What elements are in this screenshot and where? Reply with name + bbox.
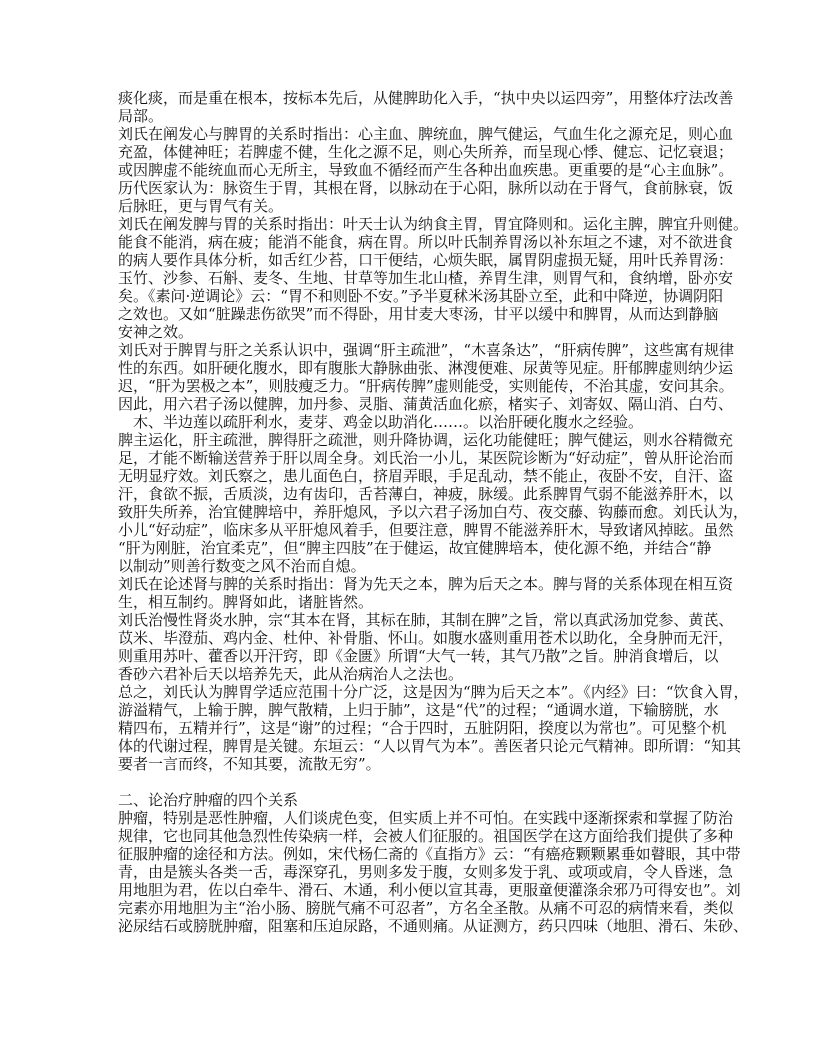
text-line: 肿瘤，特别是恶性肿瘤，人们谈虎色变，但实质上并不可怕。在实践中逐渐探索和掌握了防治 <box>118 809 734 827</box>
text-line: 安神之效。 <box>118 323 194 341</box>
text-line: 汗，食欲不振，舌质淡，边有齿印，舌苔薄白，神疲，脉缓。此系脾胃气弱不能滋养肝木，以 <box>118 485 734 503</box>
text-line: 能食不能消，病在疲；能消不能食，病在胃。所以叶氏制养胃汤以补东垣之不逮，对不欲进食 <box>118 233 734 251</box>
text-line: “肝为刚脏，治宜柔克”，但“脾主四肢”在于健运，故宜健脾培本，使化源不绝，并结合“静 <box>118 539 712 557</box>
text-line: 或因脾虚不能统血而心无所主，导致血不循经而产生各种出血疾患。更重要的是“心主血脉”。 <box>118 161 734 179</box>
text-line: 刘氏在阐发脾与胃的关系时指出：叶天士认为纳食主胃，胃宜降则和。运化主脾，脾宜升则健。 <box>118 215 749 233</box>
text-line: 香砂六君补后天以培养先天，此从治病治人之法也。 <box>118 665 464 683</box>
text-line-indented: 木、半边莲以疏肝利水，麦芽、鸡金以助消化……。以治肝硬化腹水之经验。 <box>133 413 644 431</box>
text-line: 刘氏在阐发心与脾胃的关系时指出：心主血、脾统血，脾气健运，气血生化之源充足，则心血 <box>118 125 734 143</box>
text-line: 游溢精气，上输于脾，脾气散精，上归于肺”，这是“代”的过程；“通调水道，下输膀胱，水 <box>118 701 719 719</box>
text-line: 迟，“肝为罢极之本”，则肢瘦乏力。“肝病传脾”虚则能受，实则能传，不治其虚，安问其余。 <box>118 377 734 395</box>
text-line: 因此，用六君子汤以健脾，加丹参、灵脂、蒲黄活血化瘀，楮实子、刘寄奴、隔山消、白芍、 <box>118 395 734 413</box>
text-line: 小儿“好动症”，临床多从平肝熄风着手，但要注意，脾胃不能滋养肝木，导致诸风掉眩。虽然 <box>118 521 734 539</box>
text-line: 之效也。又如“脏躁悲伤欲哭”而不得卧，用甘麦大枣汤，甘平以缓中和脾胃，从而达到静脑 <box>118 305 719 323</box>
text-line: 刘氏对于脾胃与肝之关系认识中，强调“肝主疏泄”，“木喜条达”，“肝病传脾”，这些寓有规律 <box>118 341 735 359</box>
text-line: 泌尿结石或膀胱肿瘤，阻塞和压迫尿路，不通则痛。从证测方，药只四味（地胆、滑石、朱砂、 <box>118 917 749 935</box>
text-line: 无明显疗效。刘氏察之，患儿面色白，挤眉弄眼，手足乱动，禁不能止，夜卧不安，自汗、盗 <box>118 467 734 485</box>
text-line: 生，相互制约。脾肾如此，诸脏皆然。 <box>118 593 374 611</box>
text-line: 玉竹、沙参、石斛、麦冬、生地、甘草等加生北山楂，养胃生津，则胃气和，食纳增，卧亦安 <box>118 269 734 287</box>
text-line: 刘氏在论述肾与脾的关系时指出：肾为先天之本，脾为后天之本。脾与肾的关系体现在相互资 <box>118 575 734 593</box>
text-line: 痰化痰，而是重在根本，按标本先后，从健脾助化入手，“执中央以运四旁”，用整体疗法改善 <box>118 89 734 107</box>
text-line: 历代医家认为：脉资生于胃，其根在肾，以脉动在于心阳，脉所以动在于肾气，食前脉衰，饭 <box>118 179 734 197</box>
text-line: 青，由是簇头各类一舌，毒深穿孔，男则多发于腹，女则多发于乳、或项或肩，令人昏迷，急 <box>118 863 734 881</box>
text-line: 矣。《素问·逆调论》云：“胃不和则卧不安。”予半夏秫米汤其卧立至，此和中降逆，协调阴阳 <box>118 287 724 305</box>
text-line: 体的代谢过程，脾胃是关键。东垣云：“人以胃气为本”。善医者只论元气精神。即所谓：“知其 <box>118 737 742 755</box>
text-line: 总之，刘氏认为脾胃学适应范围十分广泛，这是因为“脾为后天之本”。《内经》曰：“饮食入胃， <box>118 683 749 701</box>
text-line: 完素亦用地胆为主“治小肠、膀胱气痛不可忍者”，方名全圣散。从痛不可忍的病情来看，类似 <box>118 899 734 917</box>
text-line: 致肝失所养，治宜健脾培中，养肝熄风，予以六君子汤加白芍、夜交藤、钩藤而愈。刘氏认为， <box>118 503 749 521</box>
text-line: 充盈，体健神旺；若脾虚不健，生化之源不足，则心失所养，而呈现心悸、健忘、记忆衰退； <box>118 143 734 161</box>
text-line: 性的东西。如肝硬化腹水，即有腹胀大静脉曲张、淋溲便难、尿黄等见症。肝郁脾虚则纳少运 <box>118 359 734 377</box>
text-line: 的病人要作具体分析，如舌红少苔，口干便结，心烦失眠，属胃阴虚损无疑，用叶氏养胃汤： <box>118 251 734 269</box>
text-line: 征服肿瘤的途径和方法。例如，宋代杨仁斋的《直指方》云：“有癌疮颗颗累垂如瞽眼，其中带 <box>118 845 741 863</box>
text-line: 以制动”则善行数变之风不治而自熄。 <box>118 557 366 575</box>
text-line: 足，才能不断输送营养于肝以周全身。刘氏治一小儿，某医院诊断为“好动症”，曾从肝论治而 <box>118 449 734 467</box>
text-line: 刘氏治慢性肾炎水肿，宗“其本在肾，其标在肺，其制在脾”之旨，常以真武汤加党参、黄芪、 <box>118 611 734 629</box>
text-line: 苡米、毕澄茄、鸡内金、杜仲、补骨脂、怀山。如腹水盛则重用苍术以助化，全身肿而无汗， <box>118 629 734 647</box>
text-line: 则重用苏叶、藿香以开汗窍，即《金匮》所谓“大气一转，其气乃散”之旨。肿消食增后，以 <box>118 647 719 665</box>
text-line: 精四布，五精并行”，这是“谢”的过程；“合于四时，五脏阴阳，揆度以为常也”。可见整个机 <box>118 719 727 737</box>
text-line: 后脉旺，更与胃气有关。 <box>118 197 284 215</box>
text-line: 局部。 <box>118 107 164 125</box>
document-body <box>118 89 749 935</box>
section-heading: 二、论治疗肿瘤的四个关系 <box>118 791 299 809</box>
text-line: 要者一言而终，不知其要，流散无穷”。 <box>118 755 381 773</box>
text-line: 用地胆为君，佐以白牵牛、滑石、木通，利小便以宣其毒，更服童便灌涤余邪乃可得安也”。刘 <box>118 881 741 899</box>
blank-line <box>118 773 718 791</box>
text-line: 脾主运化，肝主疏泄，脾得肝之疏泄，则升降协调，运化功能健旺；脾气健运，则水谷精微充 <box>118 431 734 449</box>
text-line: 规律，它也同其他急烈性传染病一样，会被人们征服的。祖国医学在这方面给我们提供了多种 <box>118 827 734 845</box>
